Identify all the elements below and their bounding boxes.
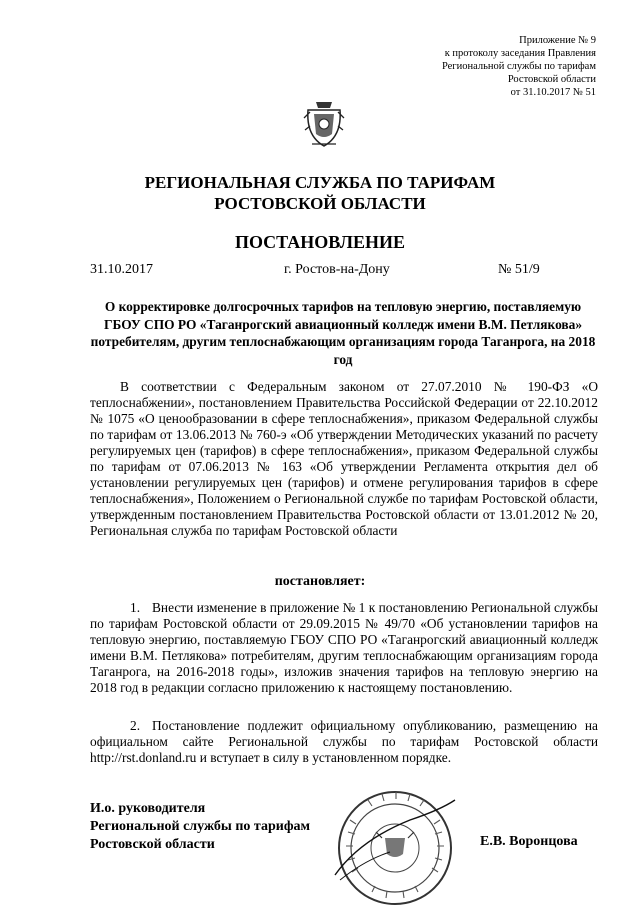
coat-of-arms-icon xyxy=(302,96,346,150)
item-number: 2. xyxy=(130,718,141,733)
appendix-line: Ростовской области xyxy=(507,74,596,85)
item-number: 1. xyxy=(130,600,141,615)
appendix-line: от 31.10.2017 № 51 xyxy=(510,87,596,98)
official-seal-icon xyxy=(320,780,470,905)
item-text: Постановление подлежит официальному опубликованию, размещению на официальном сайте Региональной службы по тарифам Ростовской области http://rst.donland.ru и вступает в силу в установленном порядке. xyxy=(90,718,598,765)
signatory-title-line: И.о. руководителя xyxy=(90,801,206,816)
item-text: Внести изменение в приложение № 1 к постановлению Региональной службы по тарифам Ростовской области от 29.09.2015 № 49/70 «Об установлении тарифов на тепловую энергию, поставляемую ГБОУ СПО РО «Таганрогский авиационный колледж имени В.М. Петлякова» потребителям, другим теплоснабжающим организациям города Таганрога, на 2016-2018 годы», изложив значения тарифов на тепловую энергию на 2018 год в редакции согласно приложению к настоящему постановлению. xyxy=(90,600,598,695)
document-city: г. Ростов-на-Дону xyxy=(284,262,390,277)
decree-item xyxy=(90,600,598,696)
document-subject: О корректировке долгосрочных тарифов на тепловую энергию, поставляемую ГБОУ СПО РО «Таганрогский авиационный колледж имени В.М. Петлякова» потребителям, другим теплоснабжающим организациям города Таганрога, на 2018 год xyxy=(90,299,596,367)
appendix-line: к протоколу заседания Правления xyxy=(444,48,596,59)
document-type: ПОСТАНОВЛЕНИЕ xyxy=(234,232,406,252)
signatory-title-line: Ростовской области xyxy=(90,837,215,852)
document-number: № 51/9 xyxy=(498,262,540,277)
preamble-paragraph: В соответствии с Федеральным законом от 27.07.2010 № 190-ФЗ «О теплоснабжении», постановлением Правительства Российской Федерации от 22.10.2012 № 1075 «О ценообразовании в сфере теплоснабжения», приказом Федеральной службы по тарифам от 13.06.2013 № 760-э «Об утверждении Методических указаний по расчету регулируемых цен (тарифов) в сфере теплоснабжения», приказом Федеральной службы по тарифам от 07.06.2013 № 163 «Об утверждении Регламента открытия дел об установлении регулируемых цен (тарифов) и отмене регулирования тарифов в сфере теплоснабжения», Положением о Региональной службе по тарифам Ростовской области, утвержденным постановлением Правительства Ростовской области от 13.01.2012 № 20, Региональная служба по тарифам Ростовской области xyxy=(90,379,598,538)
appendix-line: Приложение № 9 xyxy=(519,35,596,46)
decree-word: постановляет: xyxy=(274,574,366,589)
signatory-title-line: Региональной службы по тарифам xyxy=(90,819,311,834)
signatory-name: Е.В. Воронцова xyxy=(480,834,578,849)
signatory-title xyxy=(90,800,310,854)
agency-name xyxy=(40,172,600,214)
agency-name-line: РЕГИОНАЛЬНАЯ СЛУЖБА ПО ТАРИФАМ xyxy=(144,173,496,192)
appendix-line: Региональной службы по тарифам xyxy=(441,61,596,72)
decree-item xyxy=(90,718,598,766)
appendix-note xyxy=(336,34,596,99)
agency-name-line: РОСТОВСКОЙ ОБЛАСТИ xyxy=(214,194,426,213)
document-date: 31.10.2017 xyxy=(90,262,153,277)
